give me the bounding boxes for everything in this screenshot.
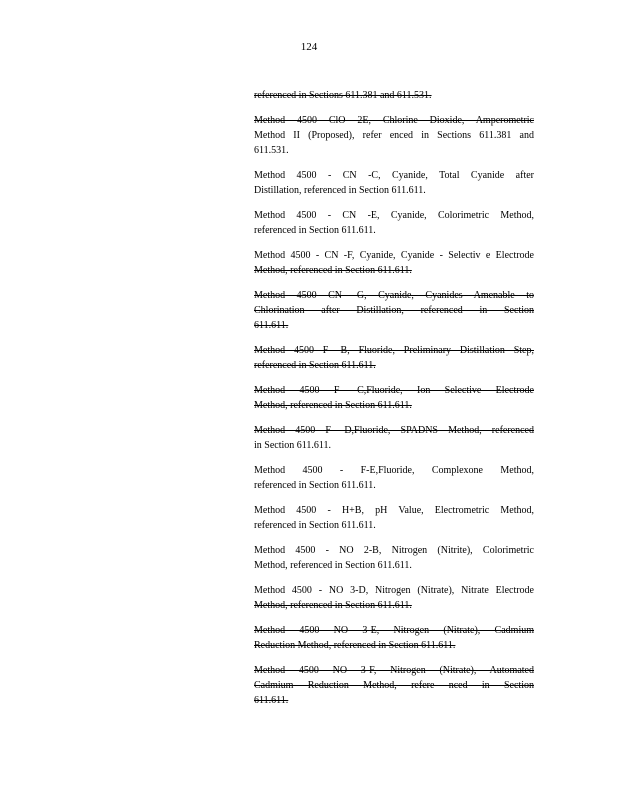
- text-line: referenced in Section 611.611.: [254, 480, 376, 491]
- method-entry: [254, 168, 534, 198]
- struck-text-line: Method, referenced in Section 611.611.: [254, 265, 412, 276]
- struck-text-line: Chlorination after Distillation, referenced in Section: [254, 305, 534, 316]
- struck-text-line: Method 4500 CN- G, Cyanide, Cyanides Amenable to: [254, 290, 534, 301]
- struck-text-line: Reduction Method, referenced in Section 611.611.: [254, 640, 456, 651]
- method-entry: [254, 663, 534, 708]
- text-line: Method 4500 - H+B, pH Value, Electrometric Method,: [254, 505, 534, 516]
- text-line: referenced in Section 611.611.: [254, 225, 376, 236]
- struck-text-line: referenced in Section 611.611.: [254, 360, 376, 371]
- method-entry: [254, 423, 534, 453]
- method-entry: [254, 113, 534, 158]
- method-entry: [254, 623, 534, 653]
- struck-text-line: Method 4500 F- B, Fluoride, Preliminary Distillation Step,: [254, 345, 534, 356]
- text-line: Method 4500 - CN -C, Cyanide, Total Cyanide after: [254, 170, 534, 181]
- struck-text-line: 611.611.: [254, 695, 289, 706]
- method-entry: [254, 208, 534, 238]
- method-entry: [254, 88, 534, 103]
- text-line: Method 4500 - F-E,Fluoride, Complexone Method,: [254, 465, 534, 476]
- method-entry: [254, 248, 534, 278]
- struck-text-line: Method 4500 NO 3-E, Nitrogen (Nitrate), Cadmium: [254, 625, 534, 636]
- document-body: [254, 88, 534, 718]
- page-number: 124: [300, 41, 318, 53]
- text-line: Method 4500 - CN -F, Cyanide, Cyanide - Selectiv e Electrode: [254, 250, 534, 261]
- method-entry: [254, 503, 534, 533]
- method-entry: [254, 583, 534, 613]
- method-entry: [254, 343, 534, 373]
- method-entry: [254, 543, 534, 573]
- method-entry: [254, 288, 534, 333]
- struck-text-line: Cadmium Reduction Method, refere nced in Section: [254, 680, 534, 691]
- text-line: 611.531.: [254, 145, 289, 156]
- text-line: Method, referenced in Section 611.611.: [254, 560, 412, 571]
- method-entry: [254, 383, 534, 413]
- text-line: Distillation, referenced in Section 611.611.: [254, 185, 426, 196]
- method-entry: [254, 463, 534, 493]
- text-line: Method 4500 - NO 3-D, Nitrogen (Nitrate), Nitrate Electrode: [254, 585, 534, 596]
- struck-text-line: 611.611.: [254, 320, 289, 331]
- text-line: Method 4500 - NO 2-B, Nitrogen (Nitrite), Colorimetric: [254, 545, 534, 556]
- struck-text-line: Method 4500 F- C,Fluoride, Ion Selective Electrode: [254, 385, 534, 396]
- struck-text-line: Method, referenced in Section 611.611.: [254, 400, 412, 411]
- text-line: in Section 611.611.: [254, 440, 332, 451]
- struck-text-line: Method 4500 ClO 2E, Chlorine Dioxide, Amperometric: [254, 115, 534, 126]
- struck-text-line: Method, referenced in Section 611.611.: [254, 600, 412, 611]
- struck-text-line: Method 4500 F- D,Fluoride, SPADNS Method, referenced: [254, 425, 534, 436]
- text-line: Method 4500 - CN -E, Cyanide, Colorimetric Method,: [254, 210, 534, 221]
- text-line: referenced in Section 611.611.: [254, 520, 376, 531]
- struck-text-line: Method 4500 NO 3-F, Nitrogen (Nitrate), Automated: [254, 665, 534, 676]
- text-line: Method II (Proposed), refer enced in Sections 611.381 and: [254, 130, 534, 141]
- struck-text-line: referenced in Sections 611.381 and 611.531.: [254, 90, 432, 101]
